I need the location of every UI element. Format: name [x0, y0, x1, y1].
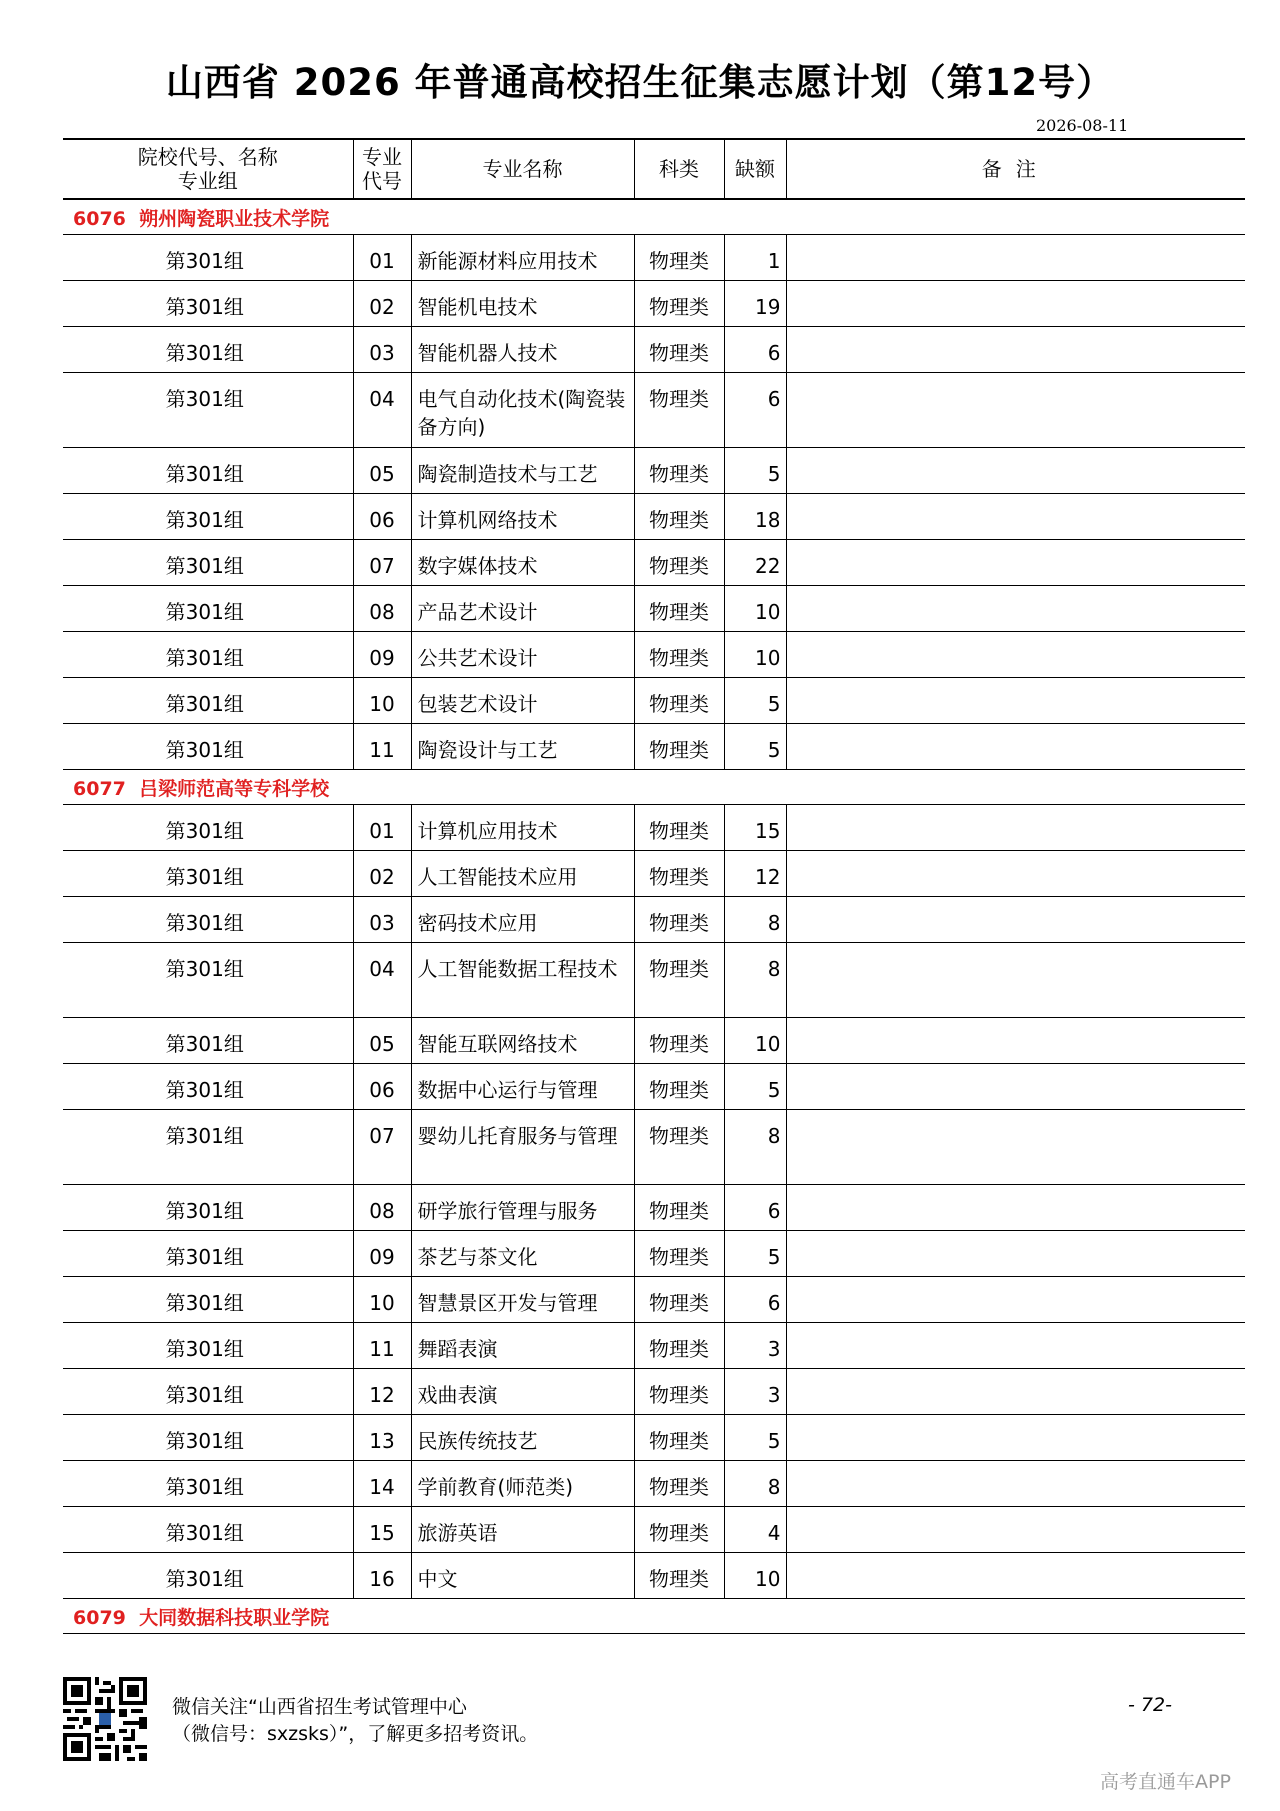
category-cell: 物理类 — [634, 678, 724, 724]
school-name-cell — [63, 770, 1245, 805]
group-cell: 第301组 — [63, 851, 353, 897]
quota-cell: 5 — [724, 1415, 786, 1461]
major-name-cell: 计算机网络技术 — [411, 494, 634, 540]
major-code-cell: 02 — [353, 281, 411, 327]
group-cell: 第301组 — [63, 678, 353, 724]
remark-cell — [786, 1507, 1245, 1553]
major-name-cell: 婴幼儿托育服务与管理 — [411, 1110, 634, 1185]
category-cell: 物理类 — [634, 897, 724, 943]
footer-notice — [172, 1694, 538, 1748]
table-row — [63, 1231, 1245, 1277]
major-name-cell: 计算机应用技术 — [411, 805, 634, 851]
quota-cell: 5 — [724, 1231, 786, 1277]
category-cell: 物理类 — [634, 1231, 724, 1277]
table-row — [63, 678, 1245, 724]
quota-cell: 12 — [724, 851, 786, 897]
table-row — [63, 1507, 1245, 1553]
remark-cell — [786, 897, 1245, 943]
major-name-cell: 研学旅行管理与服务 — [411, 1185, 634, 1231]
remark-cell — [786, 1064, 1245, 1110]
quota-cell: 10 — [724, 1553, 786, 1599]
school-name: 朔州陶瓷职业技术学院 — [139, 207, 330, 230]
table-row — [63, 1553, 1245, 1599]
page-number: - 72- — [1128, 1694, 1172, 1716]
header-school — [63, 139, 353, 199]
major-name-cell: 数据中心运行与管理 — [411, 1064, 634, 1110]
major-code-cell: 10 — [353, 678, 411, 724]
remark-cell — [786, 1110, 1245, 1185]
major-name-cell: 智能机器人技术 — [411, 327, 634, 373]
group-cell: 第301组 — [63, 1185, 353, 1231]
table-row — [63, 1323, 1245, 1369]
group-cell: 第301组 — [63, 540, 353, 586]
remark-cell — [786, 851, 1245, 897]
table-row — [63, 540, 1245, 586]
school-code: 6076 — [73, 207, 126, 230]
remark-cell — [786, 1185, 1245, 1231]
remark-cell — [786, 540, 1245, 586]
category-cell: 物理类 — [634, 1553, 724, 1599]
footer-line1: 微信关注“山西省招生考试管理中心 — [172, 1696, 467, 1718]
group-cell: 第301组 — [63, 494, 353, 540]
category-cell: 物理类 — [634, 1461, 724, 1507]
major-code-cell: 13 — [353, 1415, 411, 1461]
table-row — [63, 851, 1245, 897]
table-row — [63, 448, 1245, 494]
remark-cell — [786, 327, 1245, 373]
category-cell: 物理类 — [634, 281, 724, 327]
category-cell: 物理类 — [634, 724, 724, 770]
group-cell: 第301组 — [63, 373, 353, 448]
table-row — [63, 327, 1245, 373]
enrollment-plan-table — [63, 138, 1245, 1634]
remark-cell — [786, 1231, 1245, 1277]
quota-cell: 6 — [724, 1277, 786, 1323]
remark-cell — [786, 373, 1245, 448]
major-name-cell: 人工智能数据工程技术 — [411, 943, 634, 1018]
category-cell: 物理类 — [634, 1415, 724, 1461]
group-cell: 第301组 — [63, 586, 353, 632]
table-row — [63, 1415, 1245, 1461]
remark-cell — [786, 1415, 1245, 1461]
remark-cell — [786, 678, 1245, 724]
major-code-cell: 11 — [353, 1323, 411, 1369]
category-cell: 物理类 — [634, 1018, 724, 1064]
major-code-cell: 16 — [353, 1553, 411, 1599]
category-cell: 物理类 — [634, 1064, 724, 1110]
header-school-line2: 专业组 — [177, 169, 238, 193]
category-cell: 物理类 — [634, 943, 724, 1018]
quota-cell: 5 — [724, 1064, 786, 1110]
quota-cell: 19 — [724, 281, 786, 327]
major-code-cell: 07 — [353, 540, 411, 586]
major-code-cell: 12 — [353, 1369, 411, 1415]
table-row — [63, 281, 1245, 327]
table-row — [63, 1018, 1245, 1064]
table-row — [63, 1110, 1245, 1185]
category-cell: 物理类 — [634, 851, 724, 897]
remark-cell — [786, 1018, 1245, 1064]
major-name-cell: 密码技术应用 — [411, 897, 634, 943]
category-cell: 物理类 — [634, 1110, 724, 1185]
category-cell: 物理类 — [634, 327, 724, 373]
quota-cell: 10 — [724, 1018, 786, 1064]
major-name-cell: 舞蹈表演 — [411, 1323, 634, 1369]
school-header-row — [63, 1599, 1245, 1634]
document-date: 2026-08-11 — [1036, 116, 1129, 135]
major-code-cell: 05 — [353, 1018, 411, 1064]
quota-cell: 8 — [724, 1461, 786, 1507]
group-cell: 第301组 — [63, 805, 353, 851]
group-cell: 第301组 — [63, 897, 353, 943]
category-cell: 物理类 — [634, 448, 724, 494]
header-remark: 备注 — [786, 139, 1245, 199]
group-cell: 第301组 — [63, 1277, 353, 1323]
remark-cell — [786, 1369, 1245, 1415]
school-code: 6077 — [73, 777, 126, 800]
category-cell: 物理类 — [634, 1277, 724, 1323]
page-title: 山西省 2026 年普通高校招生征集志愿计划（第12号） — [165, 61, 1115, 104]
table-row — [63, 1277, 1245, 1323]
table-row — [63, 1185, 1245, 1231]
major-code-cell: 02 — [353, 851, 411, 897]
remark-cell — [786, 1553, 1245, 1599]
group-cell: 第301组 — [63, 1507, 353, 1553]
major-name-cell: 中文 — [411, 1553, 634, 1599]
major-code-cell: 03 — [353, 327, 411, 373]
major-code-cell: 08 — [353, 1185, 411, 1231]
quota-cell: 10 — [724, 586, 786, 632]
remark-cell — [786, 632, 1245, 678]
quota-cell: 18 — [724, 494, 786, 540]
major-code-cell: 07 — [353, 1110, 411, 1185]
watermark: 高考直通车APP — [1100, 1771, 1231, 1793]
major-code-cell: 09 — [353, 1231, 411, 1277]
remark-cell — [786, 281, 1245, 327]
header-major: 专业名称 — [411, 139, 634, 199]
quota-cell: 10 — [724, 632, 786, 678]
remark-cell — [786, 1323, 1245, 1369]
category-cell: 物理类 — [634, 540, 724, 586]
category-cell: 物理类 — [634, 1323, 724, 1369]
group-cell: 第301组 — [63, 632, 353, 678]
table-row — [63, 1369, 1245, 1415]
major-name-cell: 产品艺术设计 — [411, 586, 634, 632]
school-name-cell — [63, 1599, 1245, 1634]
major-code-cell: 10 — [353, 1277, 411, 1323]
major-name-cell: 电气自动化技术(陶瓷装备方向) — [411, 373, 634, 448]
group-cell: 第301组 — [63, 724, 353, 770]
table-row — [63, 1064, 1245, 1110]
remark-cell — [786, 805, 1245, 851]
major-name-cell: 人工智能技术应用 — [411, 851, 634, 897]
major-name-cell: 智能机电技术 — [411, 281, 634, 327]
qr-code-icon — [63, 1677, 147, 1761]
quota-cell: 5 — [724, 448, 786, 494]
group-cell: 第301组 — [63, 1018, 353, 1064]
school-name: 大同数据科技职业学院 — [139, 1606, 330, 1629]
table-row — [63, 943, 1245, 1018]
group-cell: 第301组 — [63, 235, 353, 281]
major-code-cell: 09 — [353, 632, 411, 678]
major-code-cell: 04 — [353, 373, 411, 448]
major-code-cell: 01 — [353, 235, 411, 281]
major-code-cell: 11 — [353, 724, 411, 770]
quota-cell: 3 — [724, 1323, 786, 1369]
header-quota: 缺额 — [724, 139, 786, 199]
table-row — [63, 586, 1245, 632]
group-cell: 第301组 — [63, 943, 353, 1018]
major-code-cell: 05 — [353, 448, 411, 494]
category-cell: 物理类 — [634, 1369, 724, 1415]
quota-cell: 8 — [724, 897, 786, 943]
major-name-cell: 陶瓷制造技术与工艺 — [411, 448, 634, 494]
major-name-cell: 旅游英语 — [411, 1507, 634, 1553]
table-row — [63, 494, 1245, 540]
major-name-cell: 公共艺术设计 — [411, 632, 634, 678]
school-name-cell — [63, 199, 1245, 235]
category-cell: 物理类 — [634, 373, 724, 448]
quota-cell: 6 — [724, 1185, 786, 1231]
group-cell: 第301组 — [63, 1415, 353, 1461]
major-code-cell: 03 — [353, 897, 411, 943]
major-name-cell: 戏曲表演 — [411, 1369, 634, 1415]
header-category: 科类 — [634, 139, 724, 199]
quota-cell: 5 — [724, 678, 786, 724]
major-name-cell: 新能源材料应用技术 — [411, 235, 634, 281]
major-code-cell: 06 — [353, 1064, 411, 1110]
table-row — [63, 805, 1245, 851]
group-cell: 第301组 — [63, 281, 353, 327]
table-row — [63, 724, 1245, 770]
school-name: 吕梁师范高等专科学校 — [139, 777, 330, 800]
footer-line2: （微信号：sxzsks）”，了解更多招考资讯。 — [172, 1723, 539, 1745]
major-name-cell: 数字媒体技术 — [411, 540, 634, 586]
major-name-cell: 民族传统技艺 — [411, 1415, 634, 1461]
category-cell: 物理类 — [634, 1185, 724, 1231]
category-cell: 物理类 — [634, 632, 724, 678]
major-name-cell: 陶瓷设计与工艺 — [411, 724, 634, 770]
quota-cell: 22 — [724, 540, 786, 586]
category-cell: 物理类 — [634, 1507, 724, 1553]
quota-cell: 15 — [724, 805, 786, 851]
major-name-cell: 学前教育(师范类) — [411, 1461, 634, 1507]
remark-cell — [786, 586, 1245, 632]
group-cell: 第301组 — [63, 1461, 353, 1507]
quota-cell: 3 — [724, 1369, 786, 1415]
remark-cell — [786, 724, 1245, 770]
remark-cell — [786, 1277, 1245, 1323]
quota-cell: 8 — [724, 943, 786, 1018]
major-code-cell: 01 — [353, 805, 411, 851]
group-cell: 第301组 — [63, 1553, 353, 1599]
group-cell: 第301组 — [63, 327, 353, 373]
group-cell: 第301组 — [63, 1064, 353, 1110]
quota-cell: 8 — [724, 1110, 786, 1185]
major-code-cell: 04 — [353, 943, 411, 1018]
major-name-cell: 智能互联网络技术 — [411, 1018, 634, 1064]
category-cell: 物理类 — [634, 494, 724, 540]
quota-cell: 4 — [724, 1507, 786, 1553]
group-cell: 第301组 — [63, 448, 353, 494]
quota-cell: 5 — [724, 724, 786, 770]
major-code-cell: 14 — [353, 1461, 411, 1507]
remark-cell — [786, 448, 1245, 494]
major-name-cell: 智慧景区开发与管理 — [411, 1277, 634, 1323]
category-cell: 物理类 — [634, 235, 724, 281]
table-row — [63, 897, 1245, 943]
table-row — [63, 632, 1245, 678]
header-code-line2: 代号 — [362, 169, 402, 193]
major-code-cell: 08 — [353, 586, 411, 632]
header-school-line1: 院校代号、名称 — [137, 145, 278, 169]
remark-cell — [786, 1461, 1245, 1507]
group-cell: 第301组 — [63, 1323, 353, 1369]
group-cell: 第301组 — [63, 1110, 353, 1185]
group-cell: 第301组 — [63, 1369, 353, 1415]
remark-cell — [786, 943, 1245, 1018]
table-body — [63, 199, 1245, 1634]
category-cell: 物理类 — [634, 586, 724, 632]
school-header-row — [63, 199, 1245, 235]
major-name-cell: 包装艺术设计 — [411, 678, 634, 724]
major-name-cell: 茶艺与茶文化 — [411, 1231, 634, 1277]
quota-cell: 1 — [724, 235, 786, 281]
table-row — [63, 373, 1245, 448]
table-header-row — [63, 139, 1245, 199]
major-code-cell: 15 — [353, 1507, 411, 1553]
header-code-line1: 专业 — [362, 145, 402, 169]
quota-cell: 6 — [724, 327, 786, 373]
quota-cell: 6 — [724, 373, 786, 448]
header-code — [353, 139, 411, 199]
remark-cell — [786, 494, 1245, 540]
table-row — [63, 1461, 1245, 1507]
major-code-cell: 06 — [353, 494, 411, 540]
group-cell: 第301组 — [63, 1231, 353, 1277]
school-header-row — [63, 770, 1245, 805]
school-code: 6079 — [73, 1606, 126, 1629]
remark-cell — [786, 235, 1245, 281]
table-row — [63, 235, 1245, 281]
category-cell: 物理类 — [634, 805, 724, 851]
